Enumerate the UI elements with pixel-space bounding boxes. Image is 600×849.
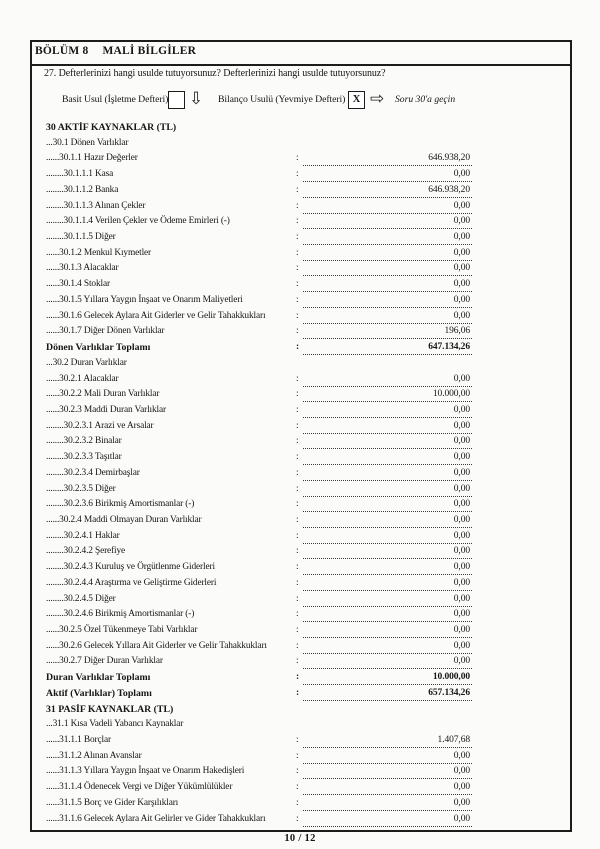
table-row: [32, 451, 570, 467]
row-colon: :: [296, 782, 299, 793]
table-row: [32, 687, 570, 703]
row-value: 0,00: [303, 545, 472, 559]
row-label: ......30.1.3 Alacaklar: [46, 263, 119, 274]
row-label: ......30.1.2 Menkul Kıymetler: [46, 247, 152, 258]
row-colon: :: [296, 342, 300, 353]
row-label: ......30.2.1 Alacaklar: [46, 373, 119, 384]
row-colon: :: [296, 593, 299, 604]
table-row: [32, 498, 570, 514]
row-label: ......30.2.6 Gelecek Yıllara Ait Giderler ve Gelir Tahakkukları: [46, 640, 267, 651]
table-row: [32, 608, 570, 624]
row-label: ........30.2.3.1 Arazi ve Arsalar: [46, 420, 154, 431]
table-row: [32, 420, 570, 436]
row-value: 0,00: [303, 530, 472, 544]
row-colon: :: [296, 373, 299, 384]
table-row: [32, 121, 570, 137]
row-label: ......30.1.1 Hazır Değerler: [46, 153, 138, 164]
table-row: [32, 200, 570, 216]
row-value: 0,00: [303, 262, 472, 276]
row-colon: :: [296, 483, 299, 494]
table-row: [32, 278, 570, 294]
section-number: BÖLÜM 8: [35, 45, 89, 57]
row-colon: :: [296, 514, 299, 525]
down-arrow-icon: ⇩: [189, 89, 204, 109]
table-row: [32, 624, 570, 640]
table-row: [32, 545, 570, 561]
table-row: [32, 310, 570, 326]
row-label: ........30.2.4.6 Birikmiş Amortismanlar (-): [46, 609, 195, 620]
row-value: 0,00: [303, 231, 472, 245]
row-value: 0,00: [303, 483, 472, 497]
table-row: [32, 797, 570, 813]
table-row: [32, 168, 570, 184]
row-colon: :: [296, 232, 299, 243]
row-label: ......30.2.2 Mali Duran Varlıklar: [46, 389, 160, 400]
row-value: 0,00: [303, 797, 472, 811]
row-value: 0,00: [303, 593, 472, 607]
table-row: [32, 593, 570, 609]
row-value: 0,00: [303, 655, 472, 669]
row-value: 196,06: [303, 325, 472, 339]
financial-rows-list: [32, 121, 570, 828]
row-colon: :: [296, 294, 299, 305]
row-colon: :: [296, 735, 299, 746]
row-label: ...30.1 Dönen Varlıklar: [46, 137, 129, 148]
row-colon: :: [296, 452, 299, 463]
table-row: [32, 671, 570, 687]
table-row: [32, 435, 570, 451]
table-row: [32, 247, 570, 263]
table-row: [32, 184, 570, 200]
table-row: [32, 388, 570, 404]
row-value: 0,00: [303, 765, 472, 779]
row-colon: :: [296, 625, 299, 635]
row-label: ......31.1.3 Yıllara Yaygın İnşaat ve Onarım Hakedişleri: [46, 766, 245, 777]
row-label: ...30.2 Duran Varlıklar: [46, 357, 127, 368]
table-row: [32, 215, 570, 231]
row-label: ........30.1.1.2 Banka: [46, 184, 119, 195]
bilanco-usulu-label: Bilanço Usulü (Yevmiye Defteri): [218, 94, 346, 105]
row-colon: :: [296, 310, 299, 321]
table-row: [32, 483, 570, 499]
skip-to-question-note: Soru 30'a geçin: [395, 94, 456, 105]
bilanco-usulu-checkbox: X: [348, 91, 365, 109]
row-label: ........30.1.1.1 Kasa: [46, 169, 114, 180]
row-value: 0,00: [303, 247, 472, 261]
table-row: [32, 750, 570, 766]
row-colon: :: [296, 766, 299, 777]
row-label: ......31.1.6 Gelecek Aylara Ait Gelirler ve Gider Tahakkukları: [46, 813, 266, 824]
basit-usul-checkbox: [168, 91, 185, 109]
row-value: 0,00: [303, 404, 472, 418]
row-label: 30 AKTİF KAYNAKLAR (TL): [46, 122, 177, 133]
row-colon: :: [296, 562, 299, 573]
row-colon: :: [296, 577, 299, 588]
row-label: 31 PASİF KAYNAKLAR (TL): [46, 703, 174, 715]
row-colon: :: [296, 546, 299, 557]
question-27-options: [32, 91, 570, 113]
section-header-bar: [32, 42, 570, 66]
row-colon: :: [296, 672, 300, 683]
row-label: ........30.2.3.3 Taşıtlar: [46, 452, 122, 463]
row-colon: :: [296, 263, 299, 274]
row-label: ......30.1.6 Gelecek Aylara Ait Giderler ve Gelir Tahakkukları: [46, 310, 266, 321]
row-value: 0,00: [303, 498, 472, 512]
row-label: ......30.1.5 Yıllara Yaygın İnşaat ve Onarım Maliyetleri: [46, 294, 243, 305]
table-row: [32, 530, 570, 546]
table-row: [32, 404, 570, 420]
row-colon: :: [296, 184, 299, 195]
row-label: ......30.1.7 Diğer Dönen Varlıklar: [46, 326, 165, 337]
row-value: 10.000,00: [303, 388, 472, 402]
row-label: ........30.1.1.3 Alınan Çekler: [46, 200, 146, 211]
row-value: 0,00: [303, 420, 472, 434]
row-value: 0,00: [303, 561, 472, 575]
row-value: 0,00: [303, 168, 472, 182]
row-value: 0,00: [303, 640, 472, 654]
table-row: [32, 514, 570, 530]
row-label: Dönen Varlıklar Toplamı: [46, 342, 151, 354]
row-value: 0,00: [303, 750, 472, 764]
row-label: ........30.2.3.6 Birikmiş Amortismanlar (-): [46, 499, 195, 510]
row-value: 0,00: [303, 514, 472, 528]
row-colon: :: [296, 247, 299, 258]
row-value: 0,00: [303, 813, 472, 827]
row-colon: :: [296, 389, 299, 400]
row-value: 0,00: [303, 624, 472, 638]
row-label: ......30.2.3 Maddi Duran Varlıklar: [46, 404, 166, 415]
row-value: 0,00: [303, 310, 472, 324]
table-row: [32, 325, 570, 341]
row-colon: :: [296, 420, 299, 431]
table-row: [32, 231, 570, 247]
table-row: [32, 357, 570, 373]
table-row: [32, 152, 570, 168]
right-arrow-icon: ⇨: [370, 89, 385, 109]
basit-usul-label: Basit Usul (İşletme Defteri): [62, 94, 169, 105]
table-row: [32, 640, 570, 656]
row-label: Aktif (Varlıklar) Toplamı: [46, 687, 152, 699]
row-value: 646.938,20: [303, 184, 472, 198]
row-colon: :: [296, 153, 299, 164]
row-colon: :: [296, 797, 299, 808]
row-value: 0,00: [303, 781, 472, 795]
row-label: ......31.1.2 Alınan Avanslar: [46, 750, 142, 761]
table-row: [32, 781, 570, 797]
row-value: 0,00: [303, 200, 472, 214]
table-row: [32, 734, 570, 750]
table-row: [32, 577, 570, 593]
row-label: Duran Varlıklar Toplamı: [46, 672, 151, 684]
table-row: [32, 655, 570, 671]
row-label: ......30.2.4 Maddi Olmayan Duran Varlıklar: [46, 514, 202, 525]
row-value: 0,00: [303, 577, 472, 591]
row-colon: :: [296, 609, 299, 620]
section-title: MALİ BİLGİLER: [102, 45, 197, 57]
row-label: ...31.1 Kısa Vadeli Yabancı Kaynaklar: [46, 719, 184, 730]
table-row: [32, 341, 570, 357]
row-value: 0,00: [303, 294, 472, 308]
table-row: [32, 813, 570, 829]
row-value: 647.134,26: [303, 341, 472, 355]
row-value: 0,00: [303, 215, 472, 229]
table-row: [32, 561, 570, 577]
table-row: [32, 718, 570, 734]
row-label: ........30.2.4.5 Diğer: [46, 593, 116, 604]
row-value: 1.407,68: [303, 734, 472, 748]
row-colon: :: [296, 216, 299, 227]
row-colon: :: [296, 499, 299, 510]
row-colon: :: [296, 326, 299, 337]
row-value: 10.000,00: [303, 671, 472, 685]
row-value: 0,00: [303, 467, 472, 481]
row-colon: :: [296, 640, 299, 651]
row-colon: :: [296, 200, 299, 211]
row-value: 0,00: [303, 435, 472, 449]
page-number: 10 / 12: [284, 833, 316, 844]
row-colon: :: [296, 404, 299, 415]
row-label: ........30.2.4.1 Haklar: [46, 530, 120, 541]
table-row: [32, 703, 570, 719]
row-label: ........30.2.4.2 Şerefiye: [46, 546, 126, 557]
row-label: ......31.1.5 Borç ve Gider Karşılıkları: [46, 797, 179, 808]
row-label: ........30.1.1.5 Diğer: [46, 232, 116, 243]
row-label: ........30.2.3.5 Diğer: [46, 483, 116, 494]
row-value: 0,00: [303, 278, 472, 292]
row-colon: :: [296, 530, 299, 541]
row-label: ......31.1.4 Ödenecek Vergi ve Diğer Yükümlülükler: [46, 782, 233, 793]
row-label: ........30.1.1.4 Verilen Çekler ve Ödeme Emirleri (-): [46, 216, 230, 227]
row-label: ......30.1.4 Stoklar: [46, 279, 110, 290]
row-colon: :: [296, 687, 300, 698]
row-label: ......30.2.5 Özel Tükenmeye Tabi Varlıklar: [46, 625, 198, 635]
form-border-box: [30, 40, 572, 832]
row-value: 646.938,20: [303, 152, 472, 166]
row-colon: :: [296, 750, 299, 761]
table-row: [32, 262, 570, 278]
row-label: ......30.2.7 Diğer Duran Varlıklar: [46, 656, 163, 667]
row-value: 0,00: [303, 451, 472, 465]
row-colon: :: [296, 279, 299, 290]
row-label: ........30.2.4.3 Kuruluş ve Örgütlenme Giderleri: [46, 562, 215, 573]
question-27-text: 27. Defterlerinizi hangi usulde tutuyorsunuz? Defterlerinizi hangi usulde tutuyorsunuz?: [44, 68, 386, 79]
row-colon: :: [296, 467, 299, 478]
row-value: 657.134,26: [303, 687, 472, 701]
row-value: 0,00: [303, 608, 472, 622]
table-row: [32, 294, 570, 310]
row-label: ........30.2.4.4 Araştırma ve Geliştirme Giderleri: [46, 577, 217, 588]
row-label: ........30.2.3.4 Demirbaşlar: [46, 467, 140, 478]
row-colon: :: [296, 436, 299, 447]
table-row: [32, 137, 570, 153]
row-label: ......31.1.1 Borçlar: [46, 735, 111, 746]
table-row: [32, 765, 570, 781]
row-colon: :: [296, 813, 299, 824]
row-colon: :: [296, 656, 299, 667]
row-label: ........30.2.3.2 Binalar: [46, 436, 122, 447]
table-row: [32, 467, 570, 483]
table-row: [32, 373, 570, 389]
row-value: 0,00: [303, 373, 472, 387]
row-colon: :: [296, 169, 299, 180]
